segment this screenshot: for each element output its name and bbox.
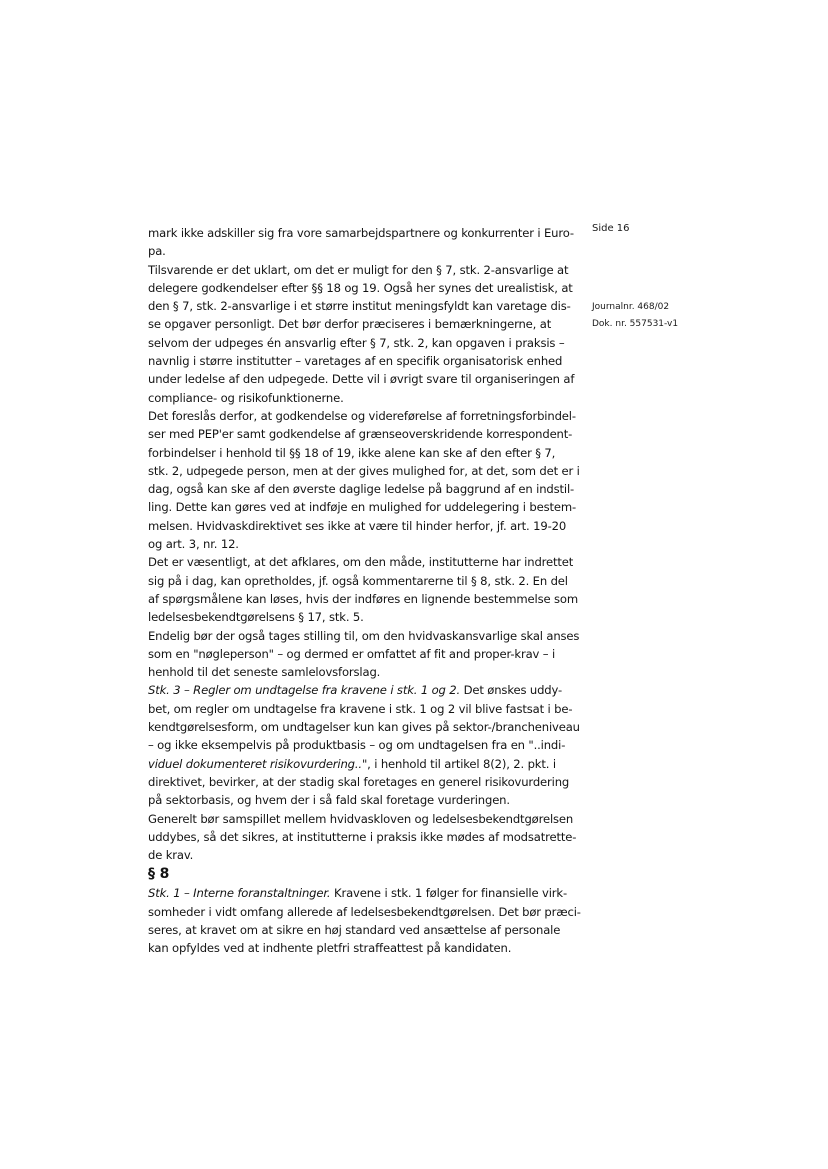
text-line: navnlig i større institutter – varetages af en specifik organisatorisk enhed (148, 354, 563, 369)
text-line: kendtgørelsesform, om undtagelser kun kan gives på sektor-/brancheniveau (148, 720, 580, 735)
text-line: og art. 3, nr. 12. (148, 537, 239, 552)
text-line: som en "nøgleperson" – og dermed er omfattet af fit and proper-krav – i (148, 646, 556, 661)
text-line: somheder i vidt omfang allerede af ledelsesbekendtgørelsen. Det bør præci- (148, 904, 581, 919)
text-line: – og ikke eksempelvis på produktbasis – og om undtagelsen fra en "..indi- (148, 738, 566, 753)
text-line: henhold til det seneste samlelovsforslag. (148, 665, 381, 680)
text-line (148, 681, 568, 699)
text-line: mark ikke adskiller sig fra vore samarbejdspartnere og konkurrenter i Euro- (148, 226, 574, 240)
text-line: melsen. Hvidvaskdirektivet ses ikke at være til hinder herfor, jf. art. 19-20 (148, 518, 567, 533)
text-line (148, 755, 568, 773)
text-run: Det ønskes uddy- (460, 683, 563, 698)
page-number: Side 16 (592, 223, 630, 234)
text-line: compliance- og risikofunktionerne. (148, 390, 344, 405)
text-line: ser med PEP'er samt godkendelse af grænseoverskridende korrespondent- (148, 427, 573, 442)
paragraph-1 (148, 224, 574, 261)
document-number: Dok. nr. 557531-v1 (592, 319, 679, 329)
text-line (148, 884, 568, 902)
text-line: bet, om regler om undtagelse fra kravene i stk. 1 og 2 vil blive fastsat i be- (148, 701, 573, 716)
paragraph-7 (148, 810, 577, 865)
text-line: ling. Dette kan gøres ved at indføje en mulighed for uddelegering i bestem- (148, 500, 577, 515)
paragraph-3 (148, 407, 580, 553)
text-line: Generelt bør samspillet mellem hvidvaskloven og ledelsesbekendtgørelsen (148, 811, 574, 826)
text-line: Det er væsentligt, at det afklares, om den måde, institutterne har indrettet (148, 555, 574, 570)
paragraph-8 (148, 884, 581, 957)
text-line: uddybes, så det sikres, at institutterne i praksis ikke mødes af modsatrette- (148, 829, 577, 844)
text-line: Tilsvarende er det uklart, om det er muligt for den § 7, stk. 2-ansvarlige at (148, 262, 569, 277)
text-line: forbindelser i henhold til §§ 18 of 19, ikke alene kan ske af den efter § 7, (148, 445, 556, 460)
text-line: stk. 2, udpegede person, men at der gives mulighed for, at det, som det er i (148, 463, 580, 478)
journal-number: Journalnr. 468/02 (592, 302, 670, 312)
text-line: de krav. (148, 848, 194, 863)
paragraph-2 (148, 261, 575, 407)
text-line: kan opfyldes ved at indhente pletfri straffeattest på kandidaten. (148, 941, 512, 956)
text-line: delegere godkendelser efter §§ 18 og 19. Også her synes det urealistisk, at (148, 280, 573, 295)
text-run: Kravene i stk. 1 følger for finansielle virk- (330, 886, 567, 901)
section-subheading: Stk. 3 – Regler om undtagelse fra kravene i stk. 1 og 2. (148, 683, 461, 698)
text-line: på sektorbasis, og hvem der i så fald skal foretage vurderingen. (148, 793, 510, 808)
paragraph-6 (148, 681, 580, 809)
text-line: under ledelse af den udpegede. Dette vil i øvrigt svare til organiseringen af (148, 372, 575, 387)
text-line: Det foreslås derfor, at godkendelse og videreførelse af forretningsforbindel- (148, 408, 576, 423)
paragraph-5 (148, 627, 580, 682)
text-line: sig på i dag, kan opretholdes, jf. også kommentarerne til § 8, stk. 2. En del (148, 573, 568, 588)
text-line: Endelig bør der også tages stilling til, om den hvidvaskansvarlige skal anses (148, 628, 580, 643)
text-run: , i henhold til artikel 8(2), 2. pkt. i (367, 756, 556, 771)
section-subheading: Stk. 1 – Interne foranstaltninger. (148, 886, 331, 901)
text-line: ledelsesbekendtgørelsens § 17, stk. 5. (148, 610, 364, 625)
text-line: seres, at kravet om at sikre en høj standard ved ansættelse af personale (148, 922, 561, 937)
text-line: selvom der udpeges én ansvarlig efter § 7, stk. 2, kan opgaven i praksis – (148, 335, 565, 350)
text-line: se opgaver personligt. Det bør derfor præciseres i bemærkningerne, at (148, 317, 552, 332)
text-line: den § 7, stk. 2-ansvarlige i et større institut meningsfyldt kan varetage dis- (148, 299, 571, 314)
paragraph-4 (148, 553, 578, 626)
text-line: pa. (148, 244, 166, 259)
quote-run: viduel dokumenteret risikovurdering.." (148, 756, 368, 771)
text-line: af spørgsmålene kan løses, hvis der indføres en lignende bestemmelse som (148, 591, 578, 606)
text-line: direktivet, bevirker, at der stadig skal foretages en generel risikovurdering (148, 774, 570, 789)
text-line: dag, også kan ske af den øverste daglige ledelse på baggrund af en indstil- (148, 482, 575, 497)
section-heading: § 8 (148, 866, 170, 883)
document-body (148, 224, 581, 958)
